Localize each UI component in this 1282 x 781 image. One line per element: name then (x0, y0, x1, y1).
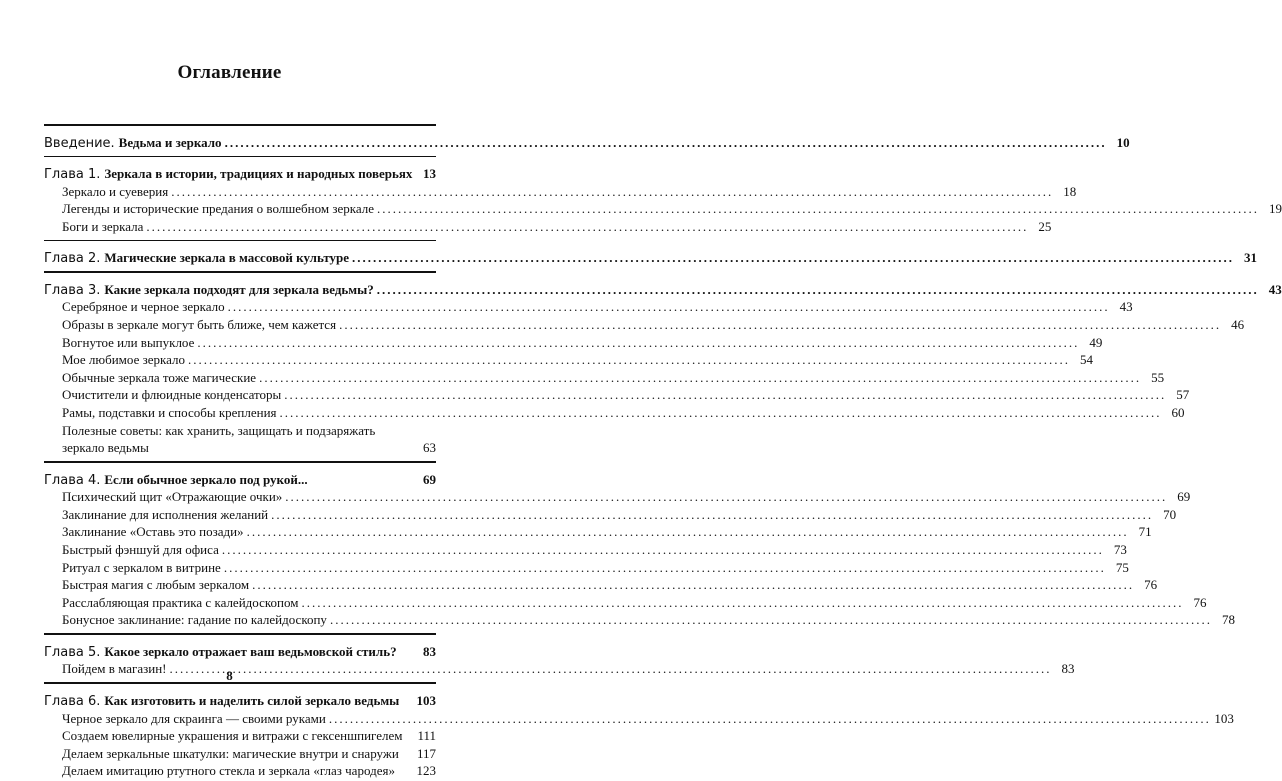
item-title: Бонусное заклинание: гадание по калейдоскопу (62, 612, 327, 628)
toc-item-continuation[interactable] (44, 440, 436, 455)
page-number: 117 (416, 745, 436, 761)
toc-item[interactable] (44, 728, 436, 743)
toc-item[interactable] (44, 387, 1190, 403)
leader-dots (197, 335, 1079, 350)
item-title: Пойдем в магазин! (62, 661, 167, 677)
leader-dots (280, 405, 1162, 420)
item-title: Расслабляющая практика с калейдоскопом (62, 594, 299, 610)
chapter-prefix: Введение. (44, 135, 115, 151)
leader-dots (284, 387, 1166, 402)
toc-item[interactable] (44, 612, 1235, 628)
section-divider (44, 156, 436, 158)
section-divider (44, 633, 436, 635)
leader-dots (377, 282, 1259, 297)
leader-dots (329, 711, 1211, 726)
toc-chapter-1[interactable] (44, 166, 436, 181)
chapter-title: Какие зеркала подходят для зеркала ведьмы? (104, 281, 374, 297)
toc-chapter-6[interactable] (44, 693, 436, 708)
toc-chapter-2[interactable] (44, 250, 1258, 267)
chapter-title: Как изготовить и наделить силой зеркало ведьмы (104, 692, 400, 708)
toc-item[interactable] (44, 506, 1177, 522)
item-title: Очистители и флюидные конденсаторы (62, 387, 282, 403)
toc-chapter-4[interactable] (44, 472, 436, 487)
page-number: 19 (1269, 201, 1282, 217)
leader-dots (171, 184, 1053, 199)
chapter-prefix: Глава 3. (44, 282, 101, 298)
section-divider (44, 240, 436, 242)
toc-item[interactable] (44, 299, 1133, 315)
page-number: 78 (1221, 612, 1235, 628)
chapter-prefix: Глава 2. (44, 251, 101, 267)
page-number: 69 (423, 471, 436, 487)
page-number: 111 (417, 728, 436, 744)
item-title: Образы в зеркале могут быть ближе, чем кажется (62, 316, 337, 332)
page-number: 103 (1214, 710, 1234, 726)
item-title: Заклинание для исполнения желаний (62, 506, 269, 522)
leader-dots (301, 595, 1183, 610)
page-number: 10 (1116, 134, 1130, 150)
leader-dots (252, 577, 1134, 592)
item-title: Зеркало и суеверия (62, 183, 169, 199)
leader-dots (225, 135, 1107, 150)
item-title: Заклинание «Оставь это позади» (62, 524, 244, 540)
section-divider (44, 461, 436, 463)
toc-item[interactable] (44, 369, 1165, 385)
leader-dots (146, 219, 1028, 234)
leader-dots (259, 370, 1141, 385)
page-number: 43 (1119, 299, 1133, 315)
page-number: 75 (1115, 559, 1129, 575)
leader-dots (222, 542, 1104, 557)
page-number: 76 (1144, 577, 1158, 593)
toc-item[interactable] (44, 542, 1127, 557)
item-title: Делаем зеркальные шкатулки: магические внутри и снаружи (62, 745, 399, 761)
toc-chapter-5[interactable] (44, 644, 436, 659)
page-number: 63 (423, 440, 436, 456)
page-number: 49 (1089, 334, 1103, 350)
chapter-prefix: Глава 6. (44, 693, 101, 709)
chapter-title: Зеркала в истории, традициях и народных поверьях (104, 166, 413, 181)
page-number: 18 (1063, 183, 1077, 199)
toc-item[interactable] (44, 201, 1282, 217)
toc-item[interactable] (44, 218, 1052, 234)
leader-dots (271, 507, 1153, 522)
item-title: Вогнутое или выпуклое (62, 334, 195, 350)
toc-item[interactable] (44, 577, 1158, 593)
page-number: 123 (416, 763, 436, 779)
page-number: 31 (1244, 250, 1258, 266)
page-number: 70 (1163, 506, 1177, 522)
item-title: Создаем ювелирные украшения и витражи с гексеншпигелем (62, 728, 403, 744)
item-title: Боги и зеркала (62, 218, 144, 234)
section-divider (44, 124, 436, 126)
chapter-title: Какое зеркало отражает ваш ведьмовской стиль? (104, 643, 397, 659)
item-title: Обычные зеркала тоже магические (62, 369, 257, 385)
item-title: Быстрый фэншуй для офиса (62, 542, 219, 557)
toc-intro[interactable] (44, 134, 1130, 151)
page-number: 83 (423, 643, 436, 659)
leader-dots (339, 317, 1221, 332)
toc-item[interactable] (44, 710, 1234, 726)
section-divider (44, 271, 436, 273)
page-number: 76 (1193, 594, 1207, 610)
page-number: 25 (1038, 218, 1052, 234)
page-number: 60 (1171, 404, 1185, 420)
toc-item[interactable] (44, 183, 1077, 199)
item-title: Черное зеркало для скраинга — своими руками (62, 710, 326, 726)
item-title: Быстрая магия с любым зеркалом (62, 577, 250, 593)
item-title: Мое любимое зеркало (62, 352, 185, 368)
item-title: Легенды и исторические предания о волшебном зеркале (62, 201, 375, 217)
page-number: 55 (1151, 369, 1165, 385)
chapter-prefix: Глава 1. (44, 167, 101, 182)
toc-item[interactable] (44, 746, 436, 761)
page-number: 13 (423, 166, 436, 181)
item-title: Серебряное и черное зеркало (62, 299, 225, 315)
leader-dots (352, 250, 1234, 265)
leader-dots (377, 201, 1259, 216)
item-title: Делаем имитацию ртутного стекла и зеркала «глаз чародея» (62, 763, 395, 779)
leader-dots (330, 612, 1212, 627)
chapter-prefix: Глава 5. (44, 644, 101, 660)
toc-item[interactable] (44, 423, 436, 438)
leader-dots (188, 352, 1070, 367)
item-title: Полезные советы: как хранить, защищать и подзаряжать (62, 422, 376, 438)
toc-item[interactable] (44, 352, 1093, 368)
toc-item[interactable] (44, 316, 1245, 332)
toc-item[interactable] (44, 334, 1103, 350)
chapter-prefix: Глава 4. (44, 472, 101, 488)
toc-item[interactable] (44, 594, 1207, 610)
chapter-title: Магические зеркала в массовой культуре (104, 250, 350, 266)
page-number: 43 (1268, 281, 1282, 297)
leader-dots (285, 489, 1167, 504)
page-number: 57 (1176, 387, 1190, 403)
item-title: Рамы, подставки и способы крепления (62, 404, 277, 420)
toc-item[interactable] (44, 559, 1129, 575)
page-number: 71 (1138, 524, 1152, 540)
item-title: зеркало ведьмы (62, 440, 149, 456)
toc-item[interactable] (44, 524, 1152, 540)
chapter-title: Если обычное зеркало под рукой... (104, 471, 308, 487)
toc-item[interactable] (44, 763, 436, 778)
toc-item[interactable] (44, 404, 1185, 420)
item-title: Ритуал с зеркалом в витрине (62, 559, 221, 575)
page-number: 83 (1061, 661, 1075, 677)
toc-item[interactable] (44, 489, 1191, 505)
item-title: Психический щит «Отражающие очки» (62, 489, 283, 505)
page-number: 73 (1113, 542, 1127, 557)
page-folio: 8 (226, 668, 233, 683)
page-number: 103 (416, 692, 436, 708)
leader-dots (228, 299, 1110, 314)
page-title: Оглавление (177, 62, 282, 83)
toc-chapter-3[interactable] (44, 281, 1282, 298)
page-number: 54 (1080, 352, 1093, 368)
leader-dots (247, 524, 1129, 539)
chapter-title: Ведьма и зеркало (118, 134, 222, 150)
page-number: 46 (1231, 316, 1245, 332)
page-number: 69 (1177, 489, 1191, 505)
leader-dots (224, 560, 1106, 575)
